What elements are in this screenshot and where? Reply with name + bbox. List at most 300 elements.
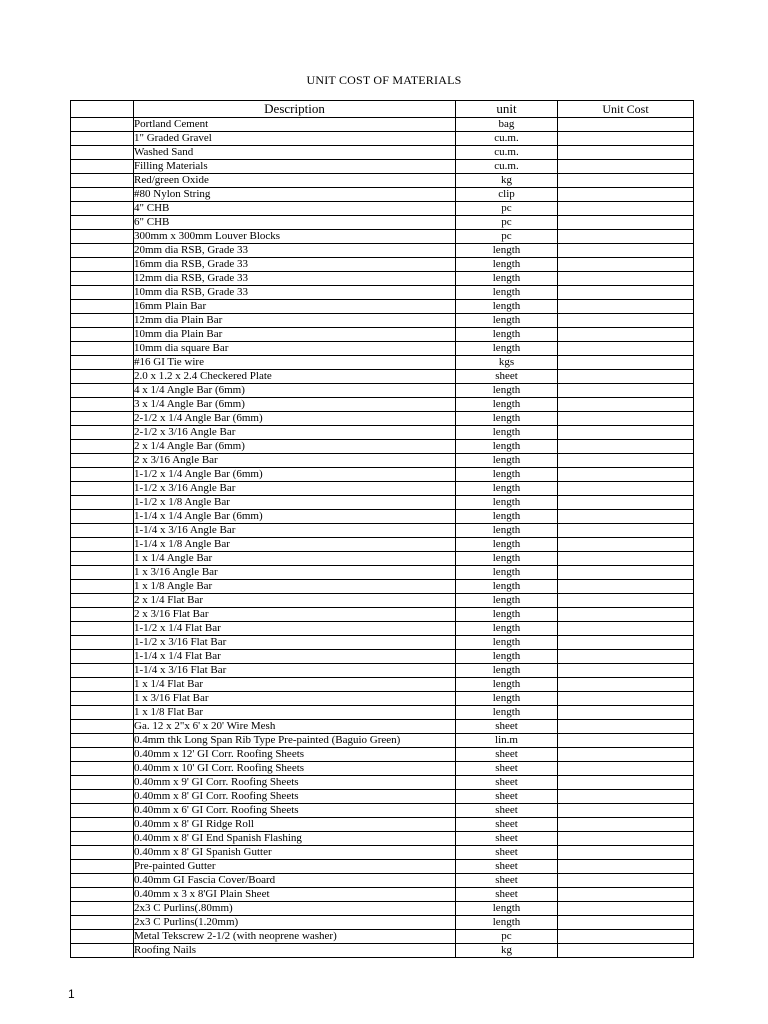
row-blank-cell <box>71 524 134 538</box>
row-blank-cell <box>71 832 134 846</box>
row-unit-cost <box>558 216 694 230</box>
row-description: 1-1/2 x 3/16 Angle Bar <box>134 482 456 496</box>
row-unit: length <box>456 566 558 580</box>
row-description: Ga. 12 x 2"x 6' x 20' Wire Mesh <box>134 720 456 734</box>
row-unit: length <box>456 468 558 482</box>
row-description: 3 x 1/4 Angle Bar (6mm) <box>134 398 456 412</box>
row-unit-cost <box>558 132 694 146</box>
row-unit: length <box>456 314 558 328</box>
row-unit-cost <box>558 734 694 748</box>
row-blank-cell <box>71 650 134 664</box>
row-unit-cost <box>558 300 694 314</box>
page-number: 1 <box>68 987 75 1001</box>
row-blank-cell <box>71 342 134 356</box>
row-blank-cell <box>71 202 134 216</box>
table-row <box>71 272 694 286</box>
row-blank-cell <box>71 188 134 202</box>
row-description: 0.40mm x 8' GI End Spanish Flashing <box>134 832 456 846</box>
table-row <box>71 482 694 496</box>
row-unit-cost <box>558 902 694 916</box>
table-row <box>71 748 694 762</box>
row-unit-cost <box>558 314 694 328</box>
table-row <box>71 636 694 650</box>
row-blank-cell <box>71 132 134 146</box>
row-blank-cell <box>71 272 134 286</box>
row-unit: kg <box>456 174 558 188</box>
row-unit: kg <box>456 944 558 958</box>
row-description: 2x3 C Purlins(.80mm) <box>134 902 456 916</box>
row-blank-cell <box>71 496 134 510</box>
table-row <box>71 734 694 748</box>
row-description: 0.40mm x 12' GI Corr. Roofing Sheets <box>134 748 456 762</box>
table-row <box>71 202 694 216</box>
table-row <box>71 286 694 300</box>
table-row <box>71 594 694 608</box>
row-unit: sheet <box>456 846 558 860</box>
table-row <box>71 524 694 538</box>
row-description: 10mm dia RSB, Grade 33 <box>134 286 456 300</box>
table-row <box>71 300 694 314</box>
row-description: Roofing Nails <box>134 944 456 958</box>
table-row <box>71 678 694 692</box>
table-body <box>71 118 694 958</box>
row-blank-cell <box>71 384 134 398</box>
row-unit-cost <box>558 860 694 874</box>
row-blank-cell <box>71 160 134 174</box>
row-blank-cell <box>71 678 134 692</box>
row-unit: length <box>456 538 558 552</box>
row-unit: length <box>456 286 558 300</box>
row-blank-cell <box>71 944 134 958</box>
row-blank-cell <box>71 594 134 608</box>
table-row <box>71 762 694 776</box>
row-unit: pc <box>456 216 558 230</box>
table-row <box>71 622 694 636</box>
row-description: 1 x 3/16 Flat Bar <box>134 692 456 706</box>
row-unit-cost <box>558 328 694 342</box>
row-unit-cost <box>558 272 694 286</box>
row-blank-cell <box>71 804 134 818</box>
row-unit-cost <box>558 482 694 496</box>
row-unit-cost <box>558 762 694 776</box>
row-unit: length <box>456 398 558 412</box>
row-unit-cost <box>558 174 694 188</box>
table-row <box>71 930 694 944</box>
row-unit: sheet <box>456 888 558 902</box>
row-unit-cost <box>558 874 694 888</box>
row-blank-cell <box>71 510 134 524</box>
row-description: 1" Graded Gravel <box>134 132 456 146</box>
row-description: 4" CHB <box>134 202 456 216</box>
row-blank-cell <box>71 818 134 832</box>
table-row <box>71 216 694 230</box>
row-description: #80 Nylon String <box>134 188 456 202</box>
table-row <box>71 188 694 202</box>
row-unit: length <box>456 692 558 706</box>
row-description: 0.40mm x 8' GI Corr. Roofing Sheets <box>134 790 456 804</box>
row-unit-cost <box>558 468 694 482</box>
row-description: 1-1/4 x 3/16 Flat Bar <box>134 664 456 678</box>
row-unit-cost <box>558 692 694 706</box>
row-unit-cost <box>558 664 694 678</box>
row-blank-cell <box>71 846 134 860</box>
table-row <box>71 118 694 132</box>
row-description: Metal Tekscrew 2-1/2 (with neoprene washer) <box>134 930 456 944</box>
row-blank-cell <box>71 538 134 552</box>
row-blank-cell <box>71 146 134 160</box>
row-description: 0.40mm x 8' GI Spanish Gutter <box>134 846 456 860</box>
row-description: 2x3 C Purlins(1.20mm) <box>134 916 456 930</box>
row-description: 1-1/4 x 1/8 Angle Bar <box>134 538 456 552</box>
row-unit-cost <box>558 146 694 160</box>
row-blank-cell <box>71 328 134 342</box>
row-unit-cost <box>558 384 694 398</box>
header-description: Description <box>134 101 456 118</box>
row-unit: length <box>456 706 558 720</box>
row-unit: sheet <box>456 762 558 776</box>
table-row <box>71 944 694 958</box>
table-row <box>71 664 694 678</box>
row-description: 1-1/2 x 1/8 Angle Bar <box>134 496 456 510</box>
table-row <box>71 566 694 580</box>
row-unit: length <box>456 272 558 286</box>
row-unit: length <box>456 902 558 916</box>
row-blank-cell <box>71 314 134 328</box>
row-description: 2 x 1/4 Angle Bar (6mm) <box>134 440 456 454</box>
row-unit: length <box>456 426 558 440</box>
row-unit: length <box>456 482 558 496</box>
row-description: 300mm x 300mm Louver Blocks <box>134 230 456 244</box>
row-description: 1 x 1/4 Flat Bar <box>134 678 456 692</box>
table-row <box>71 370 694 384</box>
row-unit: length <box>456 328 558 342</box>
row-blank-cell <box>71 174 134 188</box>
table-row <box>71 314 694 328</box>
table-row <box>71 132 694 146</box>
header-blank-cell <box>71 101 134 118</box>
row-unit-cost <box>558 202 694 216</box>
row-description: 1 x 1/4 Angle Bar <box>134 552 456 566</box>
row-blank-cell <box>71 468 134 482</box>
row-unit-cost <box>558 188 694 202</box>
table-row <box>71 580 694 594</box>
row-unit-cost <box>558 552 694 566</box>
row-unit: length <box>456 552 558 566</box>
table-row <box>71 804 694 818</box>
row-unit: length <box>456 300 558 314</box>
row-description: 2 x 3/16 Flat Bar <box>134 608 456 622</box>
row-unit: length <box>456 594 558 608</box>
row-unit: length <box>456 622 558 636</box>
row-blank-cell <box>71 762 134 776</box>
row-blank-cell <box>71 720 134 734</box>
row-unit-cost <box>558 244 694 258</box>
table-row <box>71 160 694 174</box>
row-unit: sheet <box>456 860 558 874</box>
row-unit-cost <box>558 818 694 832</box>
row-blank-cell <box>71 608 134 622</box>
row-description: 2-1/2 x 3/16 Angle Bar <box>134 426 456 440</box>
row-blank-cell <box>71 552 134 566</box>
row-unit: lin.m <box>456 734 558 748</box>
row-description: 1 x 3/16 Angle Bar <box>134 566 456 580</box>
table-row <box>71 608 694 622</box>
row-unit: length <box>456 608 558 622</box>
row-blank-cell <box>71 902 134 916</box>
row-unit-cost <box>558 776 694 790</box>
row-description: 0.40mm x 6' GI Corr. Roofing Sheets <box>134 804 456 818</box>
table-row <box>71 552 694 566</box>
table-row <box>71 146 694 160</box>
row-description: 12mm dia Plain Bar <box>134 314 456 328</box>
row-unit-cost <box>558 720 694 734</box>
table-row <box>71 776 694 790</box>
row-unit: length <box>456 524 558 538</box>
row-blank-cell <box>71 300 134 314</box>
row-blank-cell <box>71 636 134 650</box>
row-unit: length <box>456 916 558 930</box>
row-unit-cost <box>558 580 694 594</box>
row-unit: length <box>456 384 558 398</box>
row-unit: length <box>456 636 558 650</box>
row-description: 0.40mm x 8' GI Ridge Roll <box>134 818 456 832</box>
row-blank-cell <box>71 790 134 804</box>
row-unit-cost <box>558 636 694 650</box>
row-description: Filling Materials <box>134 160 456 174</box>
unit-cost-table <box>70 100 694 958</box>
table-row <box>71 426 694 440</box>
row-unit: length <box>456 650 558 664</box>
row-unit: length <box>456 258 558 272</box>
row-unit-cost <box>558 160 694 174</box>
row-description: 10mm dia Plain Bar <box>134 328 456 342</box>
table-row <box>71 692 694 706</box>
row-unit: sheet <box>456 748 558 762</box>
row-unit: length <box>456 496 558 510</box>
row-unit-cost <box>558 944 694 958</box>
row-description: 0.4mm thk Long Span Rib Type Pre-painted (Baguio Green) <box>134 734 456 748</box>
table-row <box>71 706 694 720</box>
row-blank-cell <box>71 398 134 412</box>
header-unit: unit <box>456 101 558 118</box>
row-unit-cost <box>558 524 694 538</box>
row-unit: sheet <box>456 790 558 804</box>
row-unit-cost <box>558 286 694 300</box>
row-unit: length <box>456 510 558 524</box>
row-unit: length <box>456 454 558 468</box>
row-blank-cell <box>71 888 134 902</box>
row-description: 1 x 1/8 Angle Bar <box>134 580 456 594</box>
row-unit-cost <box>558 832 694 846</box>
table-row <box>71 342 694 356</box>
row-unit: pc <box>456 930 558 944</box>
row-description: Washed Sand <box>134 146 456 160</box>
row-unit: cu.m. <box>456 160 558 174</box>
row-unit-cost <box>558 846 694 860</box>
row-unit: kgs <box>456 356 558 370</box>
table-row <box>71 496 694 510</box>
row-unit-cost <box>558 804 694 818</box>
table-row <box>71 916 694 930</box>
row-unit-cost <box>558 398 694 412</box>
row-unit-cost <box>558 538 694 552</box>
table-row <box>71 412 694 426</box>
row-description: 1-1/2 x 1/4 Flat Bar <box>134 622 456 636</box>
row-unit-cost <box>558 230 694 244</box>
row-unit-cost <box>558 356 694 370</box>
row-description: 20mm dia RSB, Grade 33 <box>134 244 456 258</box>
table-row <box>71 888 694 902</box>
row-unit: length <box>456 440 558 454</box>
row-unit-cost <box>558 258 694 272</box>
row-blank-cell <box>71 734 134 748</box>
table-row <box>71 832 694 846</box>
table-row <box>71 440 694 454</box>
row-unit-cost <box>558 650 694 664</box>
row-blank-cell <box>71 258 134 272</box>
table-row <box>71 902 694 916</box>
row-description: 0.40mm x 10' GI Corr. Roofing Sheets <box>134 762 456 776</box>
row-unit-cost <box>558 510 694 524</box>
row-blank-cell <box>71 706 134 720</box>
row-blank-cell <box>71 412 134 426</box>
row-unit: length <box>456 412 558 426</box>
row-unit: length <box>456 580 558 594</box>
row-blank-cell <box>71 118 134 132</box>
row-description: 2 x 1/4 Flat Bar <box>134 594 456 608</box>
row-unit-cost <box>558 930 694 944</box>
row-description: 0.40mm x 9' GI Corr. Roofing Sheets <box>134 776 456 790</box>
row-description: 12mm dia RSB, Grade 33 <box>134 272 456 286</box>
row-blank-cell <box>71 930 134 944</box>
row-description: 1 x 1/8 Flat Bar <box>134 706 456 720</box>
row-unit-cost <box>558 706 694 720</box>
table-row <box>71 468 694 482</box>
row-blank-cell <box>71 286 134 300</box>
table-header-row <box>71 101 694 118</box>
row-description: 1-1/4 x 3/16 Angle Bar <box>134 524 456 538</box>
row-blank-cell <box>71 440 134 454</box>
row-unit-cost <box>558 496 694 510</box>
document-title: UNIT COST OF MATERIALS <box>306 73 462 87</box>
row-blank-cell <box>71 230 134 244</box>
table-row <box>71 384 694 398</box>
row-blank-cell <box>71 748 134 762</box>
row-description: Portland Cement <box>134 118 456 132</box>
row-unit: length <box>456 678 558 692</box>
row-unit-cost <box>558 622 694 636</box>
row-blank-cell <box>71 860 134 874</box>
row-unit: sheet <box>456 874 558 888</box>
row-description: 1-1/4 x 1/4 Angle Bar (6mm) <box>134 510 456 524</box>
table-row <box>71 328 694 342</box>
row-blank-cell <box>71 916 134 930</box>
row-unit: sheet <box>456 804 558 818</box>
row-unit-cost <box>558 426 694 440</box>
row-unit: sheet <box>456 776 558 790</box>
row-description: 16mm Plain Bar <box>134 300 456 314</box>
row-blank-cell <box>71 482 134 496</box>
row-unit-cost <box>558 594 694 608</box>
row-blank-cell <box>71 244 134 258</box>
table-row <box>71 244 694 258</box>
row-description: 0.40mm GI Fascia Cover/Board <box>134 874 456 888</box>
row-description: 2.0 x 1.2 x 2.4 Checkered Plate <box>134 370 456 384</box>
row-blank-cell <box>71 454 134 468</box>
row-description: 1-1/2 x 1/4 Angle Bar (6mm) <box>134 468 456 482</box>
row-unit-cost <box>558 748 694 762</box>
row-description: #16 GI Tie wire <box>134 356 456 370</box>
row-blank-cell <box>71 874 134 888</box>
table-row <box>71 510 694 524</box>
row-unit-cost <box>558 440 694 454</box>
row-unit: sheet <box>456 720 558 734</box>
row-unit-cost <box>558 342 694 356</box>
table-row <box>71 874 694 888</box>
row-unit: cu.m. <box>456 146 558 160</box>
table-row <box>71 356 694 370</box>
row-unit-cost <box>558 118 694 132</box>
row-unit-cost <box>558 412 694 426</box>
row-description: 2-1/2 x 1/4 Angle Bar (6mm) <box>134 412 456 426</box>
table-row <box>71 818 694 832</box>
row-unit-cost <box>558 790 694 804</box>
table-row <box>71 174 694 188</box>
row-unit-cost <box>558 454 694 468</box>
row-blank-cell <box>71 664 134 678</box>
row-blank-cell <box>71 776 134 790</box>
row-unit: length <box>456 244 558 258</box>
row-blank-cell <box>71 580 134 594</box>
row-unit: sheet <box>456 818 558 832</box>
row-description: Red/green Oxide <box>134 174 456 188</box>
row-unit: length <box>456 664 558 678</box>
row-blank-cell <box>71 216 134 230</box>
row-blank-cell <box>71 426 134 440</box>
table-row <box>71 454 694 468</box>
row-blank-cell <box>71 566 134 580</box>
row-description: 10mm dia square Bar <box>134 342 456 356</box>
row-blank-cell <box>71 356 134 370</box>
row-unit: pc <box>456 230 558 244</box>
row-unit: cu.m. <box>456 132 558 146</box>
row-description: 6" CHB <box>134 216 456 230</box>
table-row <box>71 230 694 244</box>
row-description: Pre-painted Gutter <box>134 860 456 874</box>
row-unit: pc <box>456 202 558 216</box>
row-blank-cell <box>71 622 134 636</box>
table-row <box>71 258 694 272</box>
table-row <box>71 846 694 860</box>
row-description: 0.40mm x 3 x 8'GI Plain Sheet <box>134 888 456 902</box>
row-blank-cell <box>71 370 134 384</box>
row-unit-cost <box>558 678 694 692</box>
row-unit-cost <box>558 370 694 384</box>
row-unit: length <box>456 342 558 356</box>
row-description: 2 x 3/16 Angle Bar <box>134 454 456 468</box>
row-unit: clip <box>456 188 558 202</box>
header-unit-cost: Unit Cost <box>558 101 694 118</box>
row-description: 1-1/2 x 3/16 Flat Bar <box>134 636 456 650</box>
table-row <box>71 538 694 552</box>
row-unit: sheet <box>456 832 558 846</box>
row-unit: bag <box>456 118 558 132</box>
table-row <box>71 398 694 412</box>
row-description: 16mm dia RSB, Grade 33 <box>134 258 456 272</box>
row-unit-cost <box>558 916 694 930</box>
table-row <box>71 650 694 664</box>
row-unit-cost <box>558 888 694 902</box>
